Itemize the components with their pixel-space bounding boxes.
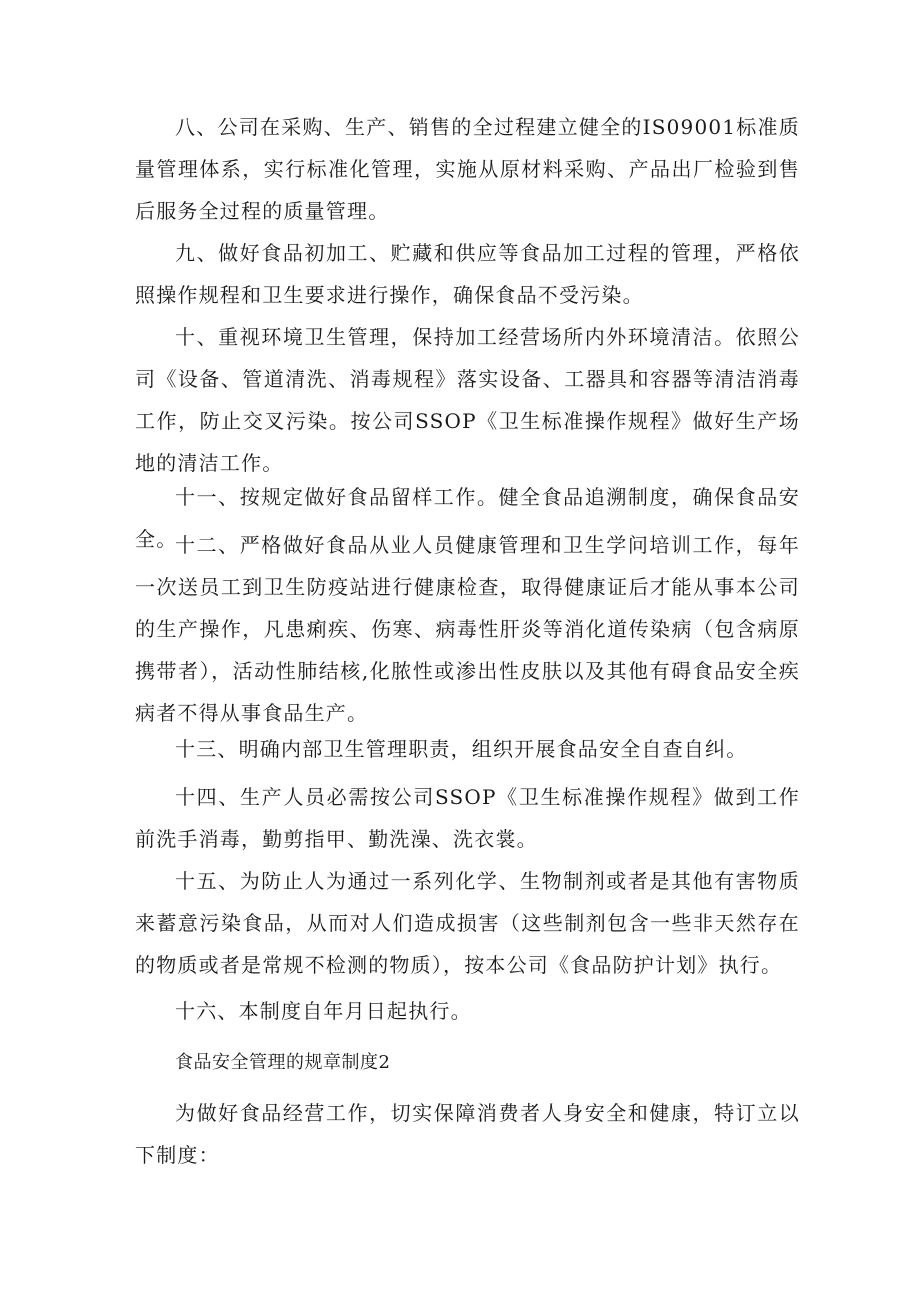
paragraph-8: 八、公司在采购、生产、销售的全过程建立健全的IS09001标准质量管理体系，实行标准化管理，实施从原材料采购、产品出厂检验到售后服务全过程的质量管理。 xyxy=(135,115,800,223)
section-heading: 食品安全管理的规章制度2 xyxy=(175,1052,391,1073)
intro-paragraph: 为做好食品经营工作，切实保障消费者人身安全和健康，特订立以下制度： xyxy=(135,1101,800,1167)
paragraph-14: 十四、生产人员必需按公司SSOP《卫生标准操作规程》做到工作前洗手消毒，勤剪指甲、勤洗澡、洗衣裳。 xyxy=(135,785,800,851)
paragraph-13: 十三、明确内部卫生管理职责，组织开展食品安全自查自纠。 xyxy=(175,737,748,761)
paragraph-15: 十五、为防止人为通过一系列化学、生物制剂或者是其他有害物质来蓄意污染食品，从而对人们造成损害（这些制剂包含一些非天然存在的物质或者是常规不检测的物质），按本公司《食品防护计划》执行。 xyxy=(135,869,800,977)
paragraph-11: 十一、按规定做好食品留样工作。健全食品追溯制度，确保食品安全。 xyxy=(135,485,800,551)
paragraph-10: 十、重视环境卫生管理，保持加工经营场所内外环境清洁。依照公司《设备、管道清洗、消毒规程》落实设备、工器具和容器等清洁消毒工作，防止交叉污染。按公司SSOP《卫生标准操作规程》做好生产场地的清洁工作。 xyxy=(135,325,800,475)
paragraph-12: 十二、严格做好食品从业人员健康管理和卫生学问培训工作，每年一次送员工到卫生防疫站进行健康检查，取得健康证后才能从事本公司的生产操作，凡患痢疾、伤寒、病毒性肝炎等消化道传染病（包含病原携带者），活动性肺结核,化脓性或渗出性皮肤以及其他有碍食品安全疾病者不得从事食品生产。 xyxy=(135,533,800,725)
paragraph-9: 九、做好食品初加工、贮藏和供应等食品加工过程的管理，严格依照操作规程和卫生要求进行操作，确保食品不受污染。 xyxy=(135,241,800,307)
paragraph-16: 十六、本制度自年月日起执行。 xyxy=(175,999,472,1023)
